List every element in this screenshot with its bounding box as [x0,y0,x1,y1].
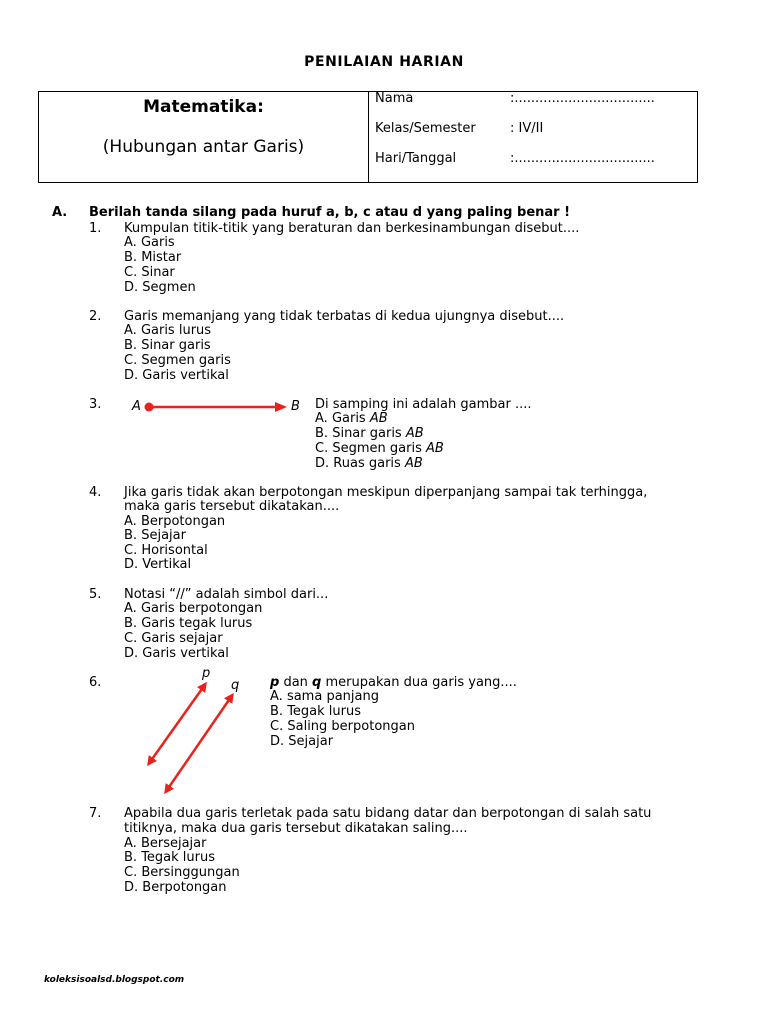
question-stem: Apabila dua garis terletak pada satu bidang datar dan berpotongan di salah satu [124,806,652,821]
question-number: 4. [89,485,102,500]
field-value-kelas: : IV/II [510,121,544,136]
option-a[interactable]: A. Berpotongan [124,514,226,529]
question-stem-line-2: maka garis tersebut dikatakan.... [124,499,340,514]
option-a[interactable]: A. sama panjang [270,689,379,704]
question-stem: p dan q merupakan dua garis yang.... [270,675,517,690]
option-c[interactable]: C. Bersinggungan [124,865,240,880]
option-b[interactable]: B. Sinar garis AB [315,426,424,441]
option-c[interactable]: C. Segmen garis [124,353,231,368]
option-a[interactable]: A. Garis [124,235,175,250]
option-c[interactable]: C. Horisontal [124,543,208,558]
line-q [167,697,231,790]
question-number: 5. [89,587,102,602]
question-stem: Garis memanjang yang tidak terbatas di kedua ujungnya disebut.... [124,309,565,324]
point-a-label: A [132,399,141,414]
page-title: PENILAIAN HARIAN [304,54,464,70]
option-b[interactable]: B. Mistar [124,250,182,265]
option-b[interactable]: B. Sinar garis [124,338,211,353]
option-d[interactable]: D. Vertikal [124,557,192,572]
option-a[interactable]: A. Garis lurus [124,323,212,338]
option-b[interactable]: B. Tegak lurus [124,850,216,865]
question-stem: Di samping ini adalah gambar .... [315,397,532,412]
field-label-hari: Hari/Tanggal [375,151,457,166]
question-stem-line-2: titiknya, maka dua garis tersebut dikatakan saling.... [124,821,468,836]
field-label-nama: Nama [375,91,414,106]
subject-title: Matematika: [143,97,264,117]
section-letter: A. [52,205,68,220]
option-c[interactable]: C. Sinar [124,265,175,280]
question-number: 7. [89,806,102,821]
question-number: 3. [89,397,102,412]
field-label-kelas: Kelas/Semester [375,121,476,136]
option-a[interactable]: A. Garis berpotongan [124,601,263,616]
topic-title: (Hubungan antar Garis) [102,137,305,157]
line-q-label: q [231,678,240,693]
footer-source: koleksisoalsd.blogspot.com [44,975,185,985]
option-d[interactable]: D. Sejajar [270,734,334,749]
section-instruction: Berilah tanda silang pada huruf a, b, c atau d yang paling benar ! [89,205,571,220]
option-d[interactable]: D. Garis vertikal [124,646,229,661]
option-d[interactable]: D. Ruas garis AB [315,456,423,471]
option-c[interactable]: C. Saling berpotongan [270,719,415,734]
question-stem: Kumpulan titik-titik yang beraturan dan berkesinambungan disebut.... [124,221,580,236]
line-p [150,686,204,762]
field-value-hari[interactable]: :.................................. [510,151,655,166]
option-d[interactable]: D. Garis vertikal [124,368,229,383]
point-b-label: B [291,399,300,414]
question-number: 6. [89,675,102,690]
option-c[interactable]: C. Segmen garis AB [315,441,444,456]
question-number: 2. [89,309,102,324]
question-stem: Jika garis tidak akan berpotongan meskipun diperpanjang sampai tak terhingga, [124,485,648,500]
option-d[interactable]: D. Segmen [124,280,196,295]
line-p-label: p [202,666,211,681]
field-value-nama[interactable]: :.................................. [510,91,655,106]
option-a[interactable]: A. Bersejajar [124,836,207,851]
option-b[interactable]: B. Tegak lurus [270,704,362,719]
option-a[interactable]: A. Garis AB [315,411,388,426]
option-c[interactable]: C. Garis sejajar [124,631,223,646]
question-number: 1. [89,221,102,236]
question-stem: Notasi “//” adalah simbol dari... [124,587,329,602]
option-b[interactable]: B. Sejajar [124,528,186,543]
option-d[interactable]: D. Berpotongan [124,880,227,895]
option-b[interactable]: B. Garis tegak lurus [124,616,253,631]
